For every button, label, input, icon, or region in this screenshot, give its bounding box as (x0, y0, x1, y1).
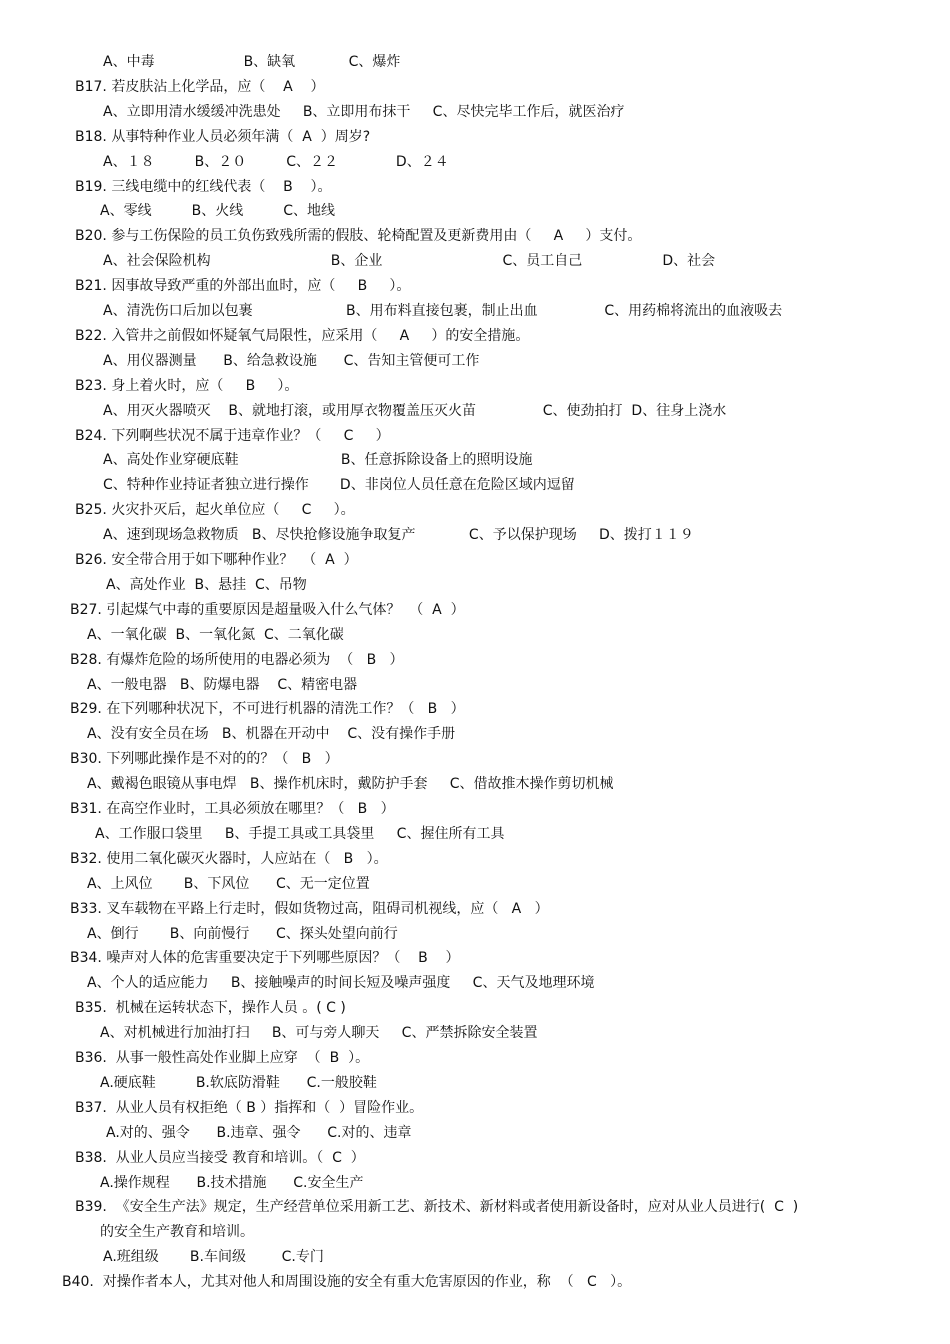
question-line: B31. 在高空作业时，工具必须放在哪里？（ B ） (70, 801, 395, 817)
question-line: B27. 引起煤气中毒的重要原因是超量吸入什么气体？ （ A ） (70, 601, 465, 618)
question-line: B23. 身上着火时，应（ B ）。 (75, 377, 299, 394)
options-line: A、对机械进行加油打扫 B、可与旁人聊天 C、严禁拆除安全装置 (100, 1025, 538, 1042)
question-line: B28. 有爆炸危险的场所使用的电器必须为 （ B ） (70, 651, 404, 668)
question-line: B39. 《安全生产法》规定，生产经营单位采用新工艺、新技术、新材料或者使用新设备时，应对从业人员进行( C ) (75, 1199, 799, 1216)
options-line: A、高处作业穿硬底鞋 B、任意拆除设备上的照明设施 (103, 452, 533, 469)
options-line: A、倒行 B、向前慢行 C、探头处望向前行 (87, 925, 398, 942)
options-line: 的安全生产教育和培训。 (100, 1224, 254, 1241)
options-line: A.班组级 B.车间级 C.专门 (103, 1249, 324, 1266)
question-line: B22. 入管井之前假如怀疑氧气局限性，应采用（ A ）的安全措施。 (75, 327, 530, 344)
options-line: A、个人的适应能力 B、接触噪声的时间长短及噪声强度 C、天气及地理环境 (87, 975, 595, 992)
question-line: B38. 从业人员应当接受 教育和培训。（ C ） (75, 1149, 365, 1166)
question-line: B20. 参与工伤保险的员工负伤致残所需的假肢、轮椅配置及更新费用由（ A ）支付。 (75, 228, 642, 245)
options-line: A、没有安全员在场 B、机器在开动中 C、没有操作手册 (87, 726, 456, 743)
options-line: A、社会保险机构 B、企业 C、员工自己 D、社会 (103, 253, 716, 270)
options-line: A.操作规程 B.技术措施 C.安全生产 (100, 1174, 364, 1191)
options-line: A、一般电器 B、防爆电器 C、精密电器 (87, 676, 358, 693)
question-line: B18. 从事特种作业人员必须年满（ A ）周岁? (75, 128, 371, 145)
question-line: B19. 三线电缆中的红线代表（ B ）。 (75, 178, 332, 195)
question-line: B32. 使用二氧化碳灭火器时，人应站在（ B ）。 (70, 850, 388, 867)
question-line: B26. 安全带合用于如下哪种作业？ （ A ） (75, 552, 358, 568)
question-line: B33. 叉车载物在平路上行走时，假如货物过高，阻碍司机视线，应（ A ） (70, 900, 549, 917)
options-line: A、速到现场急救物质 B、尽快抢修设施争取复产 C、予以保护现场 D、拨打１１９ (103, 527, 694, 544)
options-line: A、高处作业 B、悬挂 C、吊物 (106, 576, 307, 593)
question-line: B37. 从业人员有权拒绝（ B ）指挥和（ ）冒险作业。 (75, 1099, 424, 1116)
question-line: B17. 若皮肤沾上化学品，应（ A ） (75, 78, 325, 95)
options-line: A、一氧化碳 B、一氧化氮 C、二氧化碳 (87, 626, 344, 643)
question-line: B29. 在下列哪种状况下，不可进行机器的清洗工作？（ B ） (70, 701, 465, 718)
options-line: A、零线 B、火线 C、地线 (100, 203, 336, 220)
question-line: B40. 对操作者本人，尤其对他人和周围设施的安全有重大危害原因的作业，称 （ C ）。 (62, 1274, 632, 1291)
options-line: C、特种作业持证者独立进行操作 D、非岗位人员任意在危险区域内逗留 (103, 477, 575, 494)
question-line: B34. 噪声对人体的危害重要决定于下列哪些原因？（ B ） (70, 950, 460, 967)
question-line: B35. 机械在运转状态下，操作人员 。( C ) (75, 1000, 346, 1017)
options-line: A.硬底鞋 B.软底防滑鞋 C.一般胶鞋 (100, 1074, 377, 1091)
question-line: B25. 火灾扑灭后，起火单位应（ C ）。 (75, 502, 355, 519)
options-line: A、上风位 B、下风位 C、无一定位置 (87, 875, 370, 892)
options-line: A、中毒 B、缺氧 C、爆炸 (103, 54, 401, 70)
options-line: A、立即用清水缓缓冲洗患处 B、立即用布抹干 C、尽快完毕工作后，就医治疗 (103, 103, 625, 120)
options-line: A、工作服口袋里 B、手提工具或工具袋里 C、握住所有工具 (95, 825, 505, 842)
options-line: A、用仪器测量 B、给急救设施 C、告知主管便可工作 (103, 352, 480, 369)
question-line: B24. 下列啊些状况不属于违章作业？（ C ） (75, 427, 390, 444)
options-line: A、戴褐色眼镜从事电焊 B、操作机床时，戴防护手套 C、借故推木操作剪切机械 (87, 776, 614, 793)
options-line: A、清洗伤口后加以包裹 B、用布料直接包裹，制止出血 C、用药棉将流出的血液吸去 (103, 303, 783, 319)
question-line: B30. 下列哪此操作是不对的的？（ B ） (70, 751, 339, 768)
question-line: B36. 从事一般性高处作业脚上应穿 （ B ）。 (75, 1050, 370, 1066)
options-line: A.对的、强令 B.违章、强令 C.对的、违章 (106, 1124, 412, 1141)
options-line: A、用灭火器喷灭 B、就地打滚，或用厚衣物覆盖压灭火苗 C、使劲拍打 D、往身上浇水 (103, 402, 727, 419)
options-line: A、１８ B、２０ C、２２ D、２４ (103, 153, 449, 170)
question-line: B21. 因事故导致严重的外部出血时，应（ B ）。 (75, 278, 411, 295)
